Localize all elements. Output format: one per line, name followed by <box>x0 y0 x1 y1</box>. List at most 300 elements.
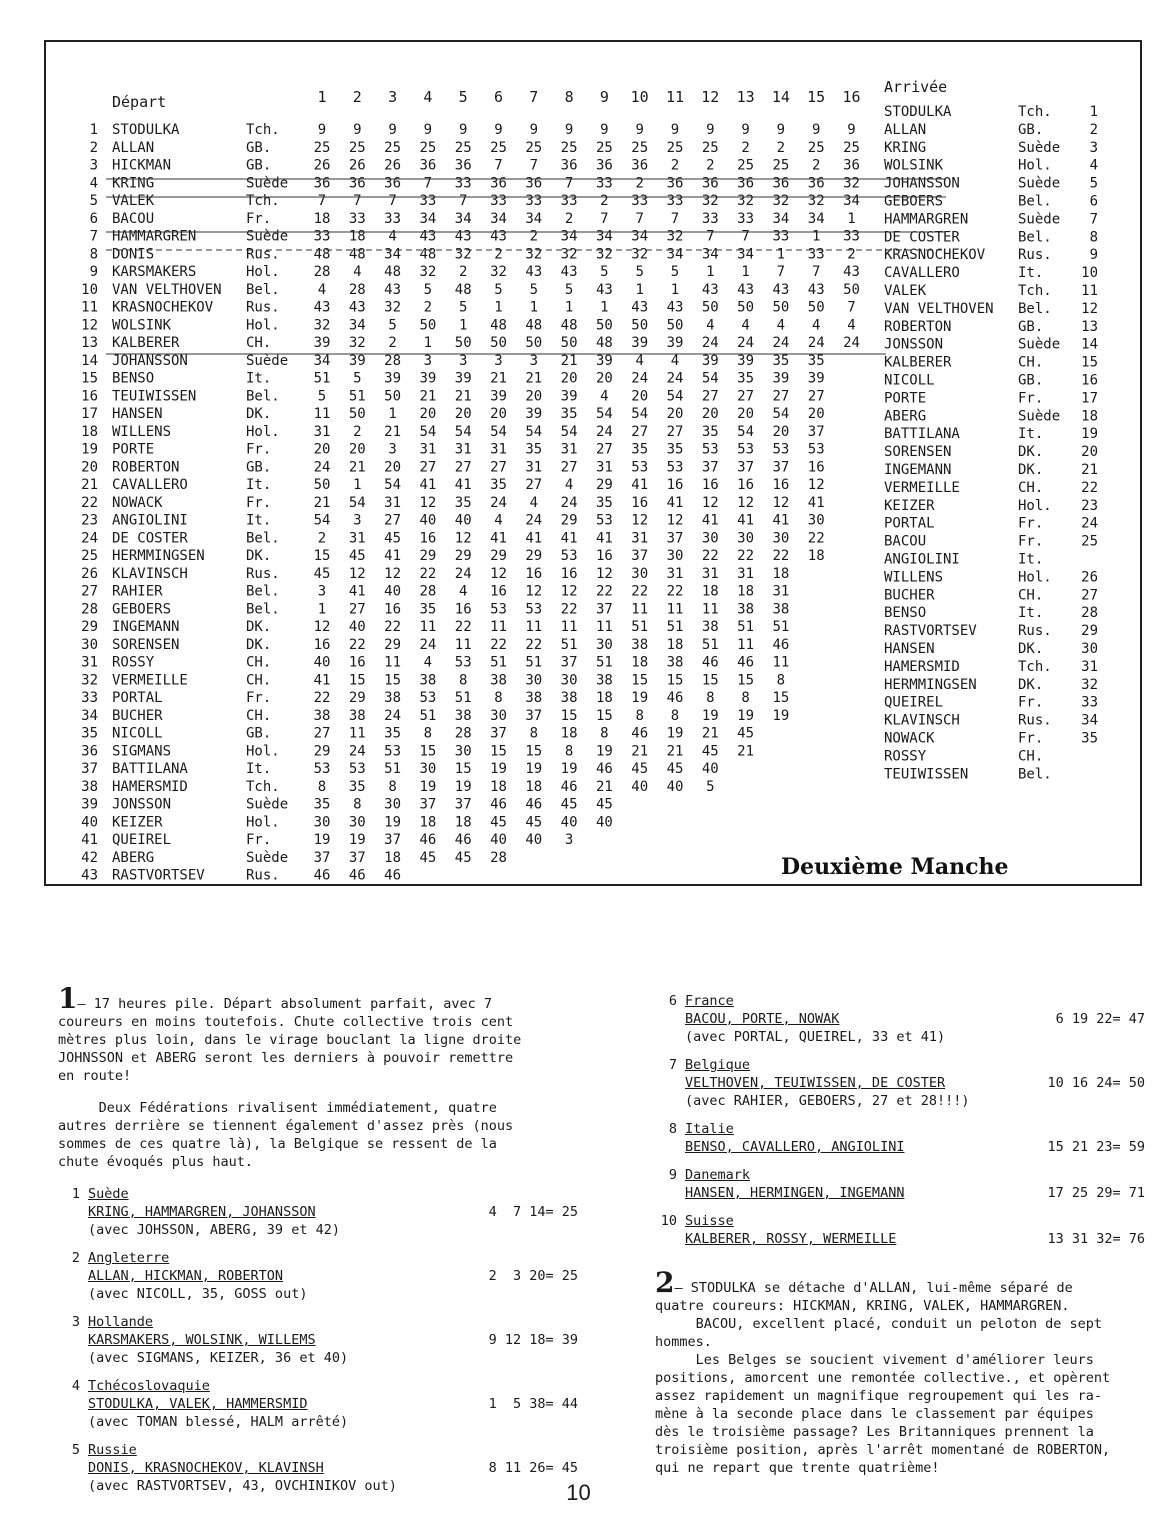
start-rider-country: GB. <box>246 459 272 476</box>
arrival-rank: 23 <box>1081 497 1098 514</box>
start-rank: 41 <box>81 832 98 848</box>
lap-cell: 54 <box>772 406 790 422</box>
lap-cell: 26 <box>313 157 331 174</box>
lap-cell: 34 <box>313 352 331 369</box>
lap-cell: 36 <box>490 175 507 192</box>
lap-cell: 34 <box>666 246 684 263</box>
lap-cell: 36 <box>772 175 790 192</box>
arrival-rider-name: VALEK <box>884 283 927 299</box>
lap-cell: 51 <box>560 636 578 653</box>
lap-cell: 3 <box>529 352 539 369</box>
arrival-rider-name: JOHANSSON <box>884 175 960 192</box>
lap-cell: 31 <box>490 441 507 458</box>
start-rider-country: GB. <box>246 139 272 156</box>
lap-cell: 9 <box>458 122 468 138</box>
lap-cell: 2 <box>741 139 750 156</box>
lap-cell: 25 <box>631 139 649 156</box>
lap-cell: 53 <box>772 441 790 458</box>
lap-cell: 45 <box>384 530 402 547</box>
start-rider-name: GEBOERS <box>112 601 172 618</box>
start-rider-name: INGEMANN <box>112 619 180 635</box>
arrival-rider-name: PORTE <box>884 390 927 407</box>
lap-cell: 3 <box>388 441 397 458</box>
lap-cell: 31 <box>701 565 719 582</box>
lap-cell: 43 <box>631 299 649 316</box>
lap-cell: 15 <box>419 743 437 760</box>
arrival-rider-name: ABERG <box>884 408 927 425</box>
lap-cell: 30 <box>807 512 825 529</box>
lap-cell: 2 <box>353 423 362 440</box>
lap-cell: 4 <box>635 352 644 369</box>
lap-cell: 30 <box>454 743 472 760</box>
arrival-rider-name: DE COSTER <box>884 229 960 246</box>
team-entry <box>655 1212 1145 1248</box>
lap-cell: 2 <box>317 530 327 547</box>
start-rider-name: JONSSON <box>112 796 172 813</box>
lap-cell: 33 <box>631 193 649 209</box>
arrival-rider-name: KLAVINSCH <box>884 712 960 729</box>
lap-cell: 29 <box>313 743 331 760</box>
lap-cell: 24 <box>560 494 578 511</box>
lap-cell: 31 <box>772 583 790 600</box>
lap-cell: 22 <box>560 601 578 618</box>
section-2-number: 2 <box>655 1266 675 1299</box>
arrival-rider-country: Bel. <box>1018 193 1052 210</box>
lap-cell: 1 <box>741 264 750 280</box>
team-riders: DONIS, KRASNOCHEKOV, KLAVINSH <box>88 1460 324 1476</box>
lap-cell: 12 <box>313 619 331 635</box>
lap-cell: 1 <box>670 281 680 298</box>
start-rider-name: VAN VELTHOVEN <box>112 281 222 298</box>
lap-cell: 46 <box>560 778 578 795</box>
arrival-rank: 5 <box>1089 175 1098 192</box>
lap-cell: 3 <box>353 512 362 529</box>
lap-cell: 30 <box>348 814 366 831</box>
lap-cell: 19 <box>419 778 437 795</box>
team-points: 2 3 20= 25 <box>488 1268 578 1284</box>
lap-cell: 29 <box>560 512 578 529</box>
lap-cell: 53 <box>595 512 613 529</box>
lap-cell: 37 <box>419 796 437 813</box>
lap-cell: 25 <box>666 139 684 156</box>
lap-cell: 43 <box>384 281 402 298</box>
start-rider-name: BUCHER <box>112 707 163 724</box>
lap-cell: 2 <box>423 299 433 316</box>
chart-title: Deuxième Manche <box>781 854 1009 880</box>
arrival-rank: 3 <box>1089 139 1098 156</box>
lap-cell: 39 <box>454 370 472 387</box>
arrival-rank: 24 <box>1081 515 1098 532</box>
lap-header: 8 <box>564 88 574 106</box>
team-entry <box>58 1377 578 1431</box>
depart-label: Départ <box>112 93 167 111</box>
lap-cell: 54 <box>666 388 684 405</box>
lap-cell: 50 <box>807 299 825 316</box>
start-rider-country: Hol. <box>246 317 280 334</box>
arrival-rider-country: Suède <box>1018 211 1061 228</box>
right-text-column <box>655 992 1145 1477</box>
team-rank: 9 <box>668 1167 677 1183</box>
lap-cell: 5 <box>353 370 362 387</box>
lap-cell: 4 <box>423 654 433 671</box>
start-rider-name: VERMEILLE <box>112 672 188 689</box>
lap-cell: 4 <box>776 317 786 334</box>
lap-cell: 30 <box>313 814 331 831</box>
lap-cell: 54 <box>454 423 472 440</box>
lap-cell: 16 <box>560 565 578 582</box>
lap-cell: 19 <box>595 743 613 760</box>
lap-cell: 32 <box>772 193 790 209</box>
lap-cell: 41 <box>560 530 578 547</box>
lap-cell: 45 <box>666 761 684 777</box>
arrival-rank: 17 <box>1081 390 1098 407</box>
lap-cell: 32 <box>807 193 825 209</box>
arrival-rank: 9 <box>1089 247 1098 264</box>
lap-cell: 15 <box>560 707 578 724</box>
lap-cell: 54 <box>631 406 649 422</box>
lap-cell: 24 <box>772 335 790 351</box>
arrival-rider-country: It. <box>1018 605 1044 622</box>
lap-cell: 1 <box>494 299 503 316</box>
lap-cell: 31 <box>595 459 613 476</box>
team-riders: ALLAN, HICKMAN, ROBERTON <box>88 1268 284 1284</box>
lap-cell: 16 <box>737 477 755 493</box>
start-rider-name: DONIS <box>112 246 155 263</box>
arrival-rank: 29 <box>1081 623 1098 640</box>
lap-cell: 43 <box>772 281 790 298</box>
lap-cell: 43 <box>490 228 507 245</box>
arrival-rider-name: QUEIREL <box>884 694 944 711</box>
team-name: Danemark <box>685 1167 751 1183</box>
lap-cell: 22 <box>772 548 790 564</box>
lap-cell: 39 <box>313 335 331 351</box>
arrival-rider-country: Hol. <box>1018 569 1052 586</box>
lap-cell: 16 <box>490 583 507 600</box>
lap-cell: 38 <box>384 690 402 706</box>
lap-cell: 40 <box>595 814 613 831</box>
arrival-rider-country: GB. <box>1018 372 1044 389</box>
lap-cell: 12 <box>419 494 437 511</box>
lap-cell: 41 <box>490 530 507 547</box>
lap-cell: 37 <box>348 849 366 866</box>
lap-cell: 39 <box>560 388 578 405</box>
lap-cell: 9 <box>353 122 362 138</box>
start-rider-country: Bel. <box>246 530 280 547</box>
lap-cell: 36 <box>701 175 719 192</box>
start-rank: 17 <box>81 406 98 422</box>
lap-cell: 54 <box>595 406 613 422</box>
lap-cell: 19 <box>525 761 543 777</box>
lap-cell: 53 <box>560 548 578 564</box>
lap-cell: 7 <box>353 193 362 209</box>
arrival-rider-country: Rus. <box>1018 712 1052 729</box>
lap-cell: 32 <box>631 246 649 263</box>
lap-cell: 25 <box>384 139 402 156</box>
lap-cell: 40 <box>631 778 649 795</box>
lap-cell: 51 <box>454 690 472 706</box>
lap-cell: 8 <box>353 796 362 813</box>
lap-cell: 38 <box>525 690 543 706</box>
start-rank: 10 <box>81 281 98 298</box>
arrival-rider-country: Tch. <box>1018 658 1052 675</box>
lap-cell: 11 <box>595 619 613 635</box>
team-riders: HANSEN, HERMINGEN, INGEMANN <box>685 1185 905 1201</box>
start-rank: 35 <box>81 725 98 742</box>
arrival-rider-country: It. <box>1018 551 1044 568</box>
lap-cell: 36 <box>843 157 860 174</box>
start-rank: 11 <box>81 299 98 316</box>
start-rider-name: HAMMARGREN <box>112 228 197 245</box>
lap-cell: 50 <box>525 335 543 351</box>
lap-cell: 37 <box>560 654 578 671</box>
lap-cell: 40 <box>419 512 437 529</box>
arrival-rider-name: ALLAN <box>884 121 927 138</box>
lap-cell: 2 <box>388 335 397 351</box>
start-rank: 33 <box>81 690 98 706</box>
start-rank: 21 <box>81 477 98 493</box>
lap-cell: 38 <box>631 636 649 653</box>
arrival-rider-name: CAVALLERO <box>884 265 960 282</box>
start-rider-country: It. <box>246 761 272 777</box>
lap-cell: 12 <box>772 494 790 511</box>
lap-cell: 9 <box>776 122 786 138</box>
start-rider-name: KEIZER <box>112 814 163 831</box>
lap-cell: 9 <box>635 122 644 138</box>
lap-cell: 43 <box>701 281 719 298</box>
lap-cell: 15 <box>772 690 790 706</box>
lap-cell: 33 <box>701 210 719 227</box>
start-rider-name: QUEIREL <box>112 832 172 848</box>
lap-cell: 50 <box>490 335 507 351</box>
start-rank: 25 <box>81 548 98 564</box>
lap-header: 12 <box>701 88 720 106</box>
lap-cell: 33 <box>807 246 825 263</box>
start-rider-country: DK. <box>246 548 272 564</box>
lap-cell: 35 <box>595 494 613 511</box>
lap-cell: 7 <box>670 210 680 227</box>
arrival-rider-name: STODULKA <box>884 104 952 120</box>
start-rider-country: Tch. <box>246 193 280 209</box>
lap-cell: 33 <box>772 228 790 245</box>
lap-header: 6 <box>493 88 504 106</box>
lap-cell: 33 <box>313 228 331 245</box>
lap-header: 14 <box>771 88 790 106</box>
lap-cell: 34 <box>807 210 825 227</box>
lap-cell: 8 <box>423 725 433 742</box>
lap-cell: 30 <box>701 530 719 547</box>
team-points: 1 5 38= 44 <box>488 1396 578 1412</box>
lap-cell: 41 <box>595 530 613 547</box>
lap-cell: 22 <box>666 583 684 600</box>
start-rank: 1 <box>89 122 98 138</box>
lap-cell: 21 <box>737 743 755 760</box>
lap-cell: 1 <box>600 299 609 316</box>
arrival-rider-country: Suède <box>1018 139 1061 156</box>
lap-cell: 5 <box>388 317 397 334</box>
arrival-rider-name: VERMEILLE <box>884 479 960 496</box>
lap-cell: 22 <box>419 565 437 582</box>
team-points: 13 31 32= 76 <box>1047 1231 1145 1247</box>
start-rank: 3 <box>89 157 98 174</box>
lap-cell: 53 <box>631 459 649 476</box>
lap-cell: 29 <box>595 477 613 493</box>
start-rank: 7 <box>89 228 98 245</box>
lap-cell: 35 <box>631 441 649 458</box>
team-name: Suisse <box>685 1213 734 1229</box>
start-rider-name: WOLSINK <box>112 317 172 334</box>
arrival-rider-country: Rus. <box>1018 247 1052 264</box>
lap-cell: 11 <box>525 619 543 635</box>
start-rank: 12 <box>81 317 98 334</box>
team-points: 15 21 23= 59 <box>1047 1139 1145 1155</box>
lap-cell: 2 <box>529 228 539 245</box>
lap-cell: 7 <box>317 193 327 209</box>
lap-cell: 4 <box>494 512 503 529</box>
start-rider-name: KALBERER <box>112 335 180 351</box>
lap-cell: 25 <box>313 139 331 156</box>
lap-cell: 25 <box>737 157 755 174</box>
lap-cell: 39 <box>348 352 366 369</box>
lap-cell: 36 <box>807 175 825 192</box>
lap-cell: 16 <box>348 654 366 671</box>
lap-cell: 20 <box>701 406 719 422</box>
lap-cell: 12 <box>595 565 613 582</box>
arrival-rank: 35 <box>1081 730 1098 747</box>
start-rider-name: KRASNOCHEKOV <box>112 299 214 316</box>
lap-cell: 39 <box>525 406 543 422</box>
lap-cell: 54 <box>348 494 366 511</box>
start-rank: 13 <box>81 335 98 351</box>
lap-cell: 25 <box>807 139 825 156</box>
arrival-rider-country: Tch. <box>1018 104 1052 120</box>
lap-cell: 54 <box>737 423 755 440</box>
lap-cell: 43 <box>419 228 437 245</box>
lap-cell: 46 <box>313 867 331 884</box>
arrival-rank: 26 <box>1081 569 1098 586</box>
section-1-text: – 17 heures pile. Départ absolument parfait, avec 7 coureurs en moins toutefois. Chute collective trois cent mètres plus loin, dans le virage bouclant la ligne droite JOHNSSON et ABERG seront les derniers à pouvoir remettre en route! <box>58 996 522 1084</box>
lap-cell: 18 <box>595 690 613 706</box>
arrival-rider-name: ROBERTON <box>884 318 952 335</box>
lap-cell: 20 <box>772 423 790 440</box>
lap-cell: 12 <box>525 583 543 600</box>
lap-cell: 40 <box>384 583 402 600</box>
start-rider-country: It. <box>246 512 272 529</box>
arrival-rider-name: KRASNOCHEKOV <box>884 247 986 264</box>
lap-cell: 12 <box>560 583 578 600</box>
lap-cell: 33 <box>737 210 755 227</box>
lap-cell: 43 <box>560 264 578 280</box>
lap-cell: 34 <box>737 246 755 263</box>
lap-cell: 20 <box>560 370 578 387</box>
lap-cell: 9 <box>388 122 397 138</box>
lap-cell: 11 <box>666 601 684 618</box>
lap-header: 4 <box>423 88 433 106</box>
lap-cell: 25 <box>595 139 613 156</box>
start-rank: 23 <box>81 512 98 529</box>
lap-cell: 5 <box>600 264 609 280</box>
arrival-rider-name: HANSEN <box>884 641 935 657</box>
lap-cell: 1 <box>458 317 468 334</box>
arrival-rank: 28 <box>1081 605 1098 622</box>
lap-cell: 40 <box>490 832 507 848</box>
lap-cell: 53 <box>454 654 472 671</box>
arrival-rank: 33 <box>1081 694 1098 711</box>
lap-cell: 30 <box>384 796 402 813</box>
lap-cell: 46 <box>631 725 649 742</box>
arrival-rank: 1 <box>1089 104 1098 120</box>
arrival-rider-country: Fr. <box>1018 694 1044 711</box>
arrival-rank: 30 <box>1081 641 1098 657</box>
lap-cell: 18 <box>737 583 755 600</box>
lap-cell: 19 <box>490 761 507 777</box>
lap-cell: 50 <box>772 299 790 316</box>
lap-cell: 24 <box>737 335 755 351</box>
lap-cell: 27 <box>525 477 543 493</box>
lap-cell: 35 <box>348 778 366 795</box>
lap-cell: 31 <box>313 423 331 440</box>
lap-cell: 53 <box>701 441 719 458</box>
lap-cell: 28 <box>384 352 402 369</box>
lap-cell: 11 <box>772 654 790 671</box>
lap-cell: 51 <box>384 761 402 777</box>
arrival-rider-country: CH. <box>1018 479 1044 496</box>
start-rank: 6 <box>89 210 98 227</box>
team-entry <box>655 1120 1145 1156</box>
lap-cell: 27 <box>666 423 684 440</box>
arrival-rider-country: Rus. <box>1018 623 1052 640</box>
start-rider-name: BATTILANA <box>112 761 188 777</box>
start-rider-country: Fr. <box>246 832 272 848</box>
lap-cell: 2 <box>600 193 609 209</box>
arrival-rider-name: NICOLL <box>884 372 935 389</box>
lap-cell: 50 <box>313 477 331 493</box>
lap-cell: 45 <box>490 814 507 831</box>
lap-cell: 12 <box>348 565 366 582</box>
arrival-rider-name: INGEMANN <box>884 462 952 478</box>
lap-cell: 41 <box>666 494 684 511</box>
lap-cell: 1 <box>353 477 362 493</box>
lap-cell: 48 <box>595 335 613 351</box>
lap-cell: 9 <box>670 122 680 138</box>
lap-cell: 28 <box>348 281 366 298</box>
lap-cell: 36 <box>560 157 578 174</box>
lap-cell: 22 <box>631 583 649 600</box>
lap-cell: 48 <box>384 264 402 280</box>
lap-cell: 32 <box>666 228 684 245</box>
lap-cell: 24 <box>419 636 437 653</box>
arrival-rank: 32 <box>1081 676 1098 693</box>
lap-cell: 7 <box>600 210 609 227</box>
lap-cell: 53 <box>737 441 755 458</box>
lap-cell: 16 <box>454 601 472 618</box>
lap-cell: 4 <box>529 494 539 511</box>
team-note: (avec PORTAL, QUEIREL, 33 et 41) <box>685 1029 946 1045</box>
start-rider-name: KLAVINSCH <box>112 565 188 582</box>
lap-cell: 20 <box>525 388 543 405</box>
start-rider-country: CH. <box>246 707 272 724</box>
lap-cell: 29 <box>525 548 543 564</box>
lap-cell: 22 <box>454 619 472 635</box>
lap-cell: 19 <box>454 778 472 795</box>
lap-cell: 31 <box>525 459 543 476</box>
team-rank: 8 <box>668 1121 677 1137</box>
lap-cell: 3 <box>423 352 433 369</box>
arrival-rider-name: VAN VELTHOVEN <box>884 300 994 317</box>
start-rider-country: Suède <box>246 228 289 245</box>
lap-cell: 5 <box>494 281 503 298</box>
lap-cell: 8 <box>388 778 397 795</box>
arrival-rank: 21 <box>1081 462 1098 478</box>
